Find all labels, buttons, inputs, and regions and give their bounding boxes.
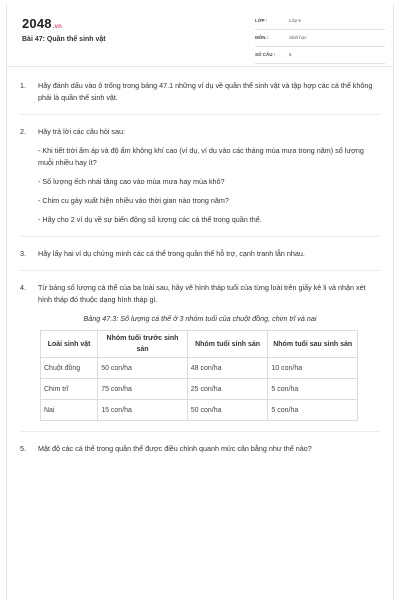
table-cell: Chim trĩ (41, 379, 98, 400)
question-number: 4. (20, 283, 26, 292)
sub-question: - Khi tiết trời ấm áp và độ ẩm không khí cao (ví dụ, ví dụ vào các tháng mùa mưa trong năm) số lượng muỗi nhiều hay ít? (38, 146, 364, 167)
sub-question: - Số lượng ếch nhái tăng cao vào mùa mưa hay mùa khô? (38, 177, 225, 186)
table-row (41, 358, 358, 379)
table-cell: 5 con/ha (268, 400, 358, 421)
page-title: Bài 47: Quần thể sinh vật (22, 36, 106, 43)
table-cell: 5 con/ha (268, 379, 358, 400)
divider (20, 236, 380, 237)
meta-value: Sinh học (289, 35, 307, 40)
header (6, 4, 394, 66)
meta-row-count (255, 50, 385, 64)
question-3 (20, 248, 380, 260)
table-cell: 75 con/ha (98, 379, 188, 400)
column-header: Nhóm tuổi sinh sản (187, 331, 268, 358)
question-number: 5. (20, 444, 26, 453)
table-caption: Bảng 47.3: Số lượng cá thể ở 3 nhóm tuổi của chuột đồng, chim trĩ và nai (83, 314, 317, 323)
header-divider (6, 66, 394, 67)
divider (20, 114, 380, 115)
meta-value: Lớp 9 (289, 18, 301, 23)
column-header: Nhóm tuổi sau sinh sản (268, 331, 358, 358)
divider (20, 270, 380, 271)
column-header: Nhóm tuổi trước sinh sản (98, 331, 188, 358)
age-group-table (40, 330, 358, 421)
meta-value: 5 (289, 52, 292, 57)
table-cell: 50 con/ha (187, 400, 268, 421)
table-cell: 25 con/ha (187, 379, 268, 400)
question-text: Mật độ các cá thể trong quần thể được điều chỉnh quanh mức cân bằng như thế nào? (38, 444, 312, 453)
meta-row-subject (255, 33, 385, 47)
site-logo[interactable] (22, 16, 62, 31)
logo-suffix: .vn (52, 24, 63, 30)
table-header-row (41, 331, 358, 358)
table-cell: 50 con/ha (98, 358, 188, 379)
question-5 (20, 443, 380, 455)
meta-row-class (255, 16, 385, 30)
question-text: Hãy lấy hai ví dụ chứng minh các cá thể trong quần thể hỗ trợ, cạnh tranh lẫn nhau. (38, 249, 305, 258)
question-4 (20, 282, 380, 306)
logo-main: 2048 (22, 16, 52, 31)
question-1 (20, 80, 380, 104)
table-row (41, 400, 358, 421)
table-cell: 48 con/ha (187, 358, 268, 379)
table-cell: Nai (41, 400, 98, 421)
table-row (41, 379, 358, 400)
question-number: 3. (20, 249, 26, 258)
meta-label: SỐ CÂU : (255, 52, 276, 57)
question-text: Hãy đánh dấu vào ô trống trong bảng 47.1 những ví dụ về quần thể sinh vật và tập hợp các cá thể không phải là quần thể sinh vật. (38, 81, 373, 102)
sub-question: - Chim cu gáy xuất hiện nhiều vào thời gian nào trong năm? (38, 196, 229, 205)
question-text: Từ bảng số lượng cá thể của ba loài sau, hãy vẽ hình tháp tuổi của từng loài trên giấy kẻ li và nhận xét hình tháp đó thuộc dạng hình tháp gì. (38, 283, 366, 304)
meta-info (255, 16, 385, 67)
divider (20, 431, 380, 432)
question-2 (20, 126, 380, 226)
sub-question: - Hãy cho 2 ví dụ về sự biến động số lượng các cá thể trong quần thể. (38, 215, 262, 224)
question-list (20, 80, 380, 455)
question-number: 2. (20, 127, 26, 136)
question-text: Hãy trả lời các câu hỏi sau: (38, 127, 126, 136)
meta-label: MÔN : (255, 35, 269, 40)
meta-label: LỚP : (255, 18, 268, 23)
table-cell: Chuột đồng (41, 358, 98, 379)
table-cell: 15 con/ha (98, 400, 188, 421)
column-header: Loài sinh vật (41, 331, 98, 358)
question-number: 1. (20, 81, 26, 90)
table-cell: 10 con/ha (268, 358, 358, 379)
